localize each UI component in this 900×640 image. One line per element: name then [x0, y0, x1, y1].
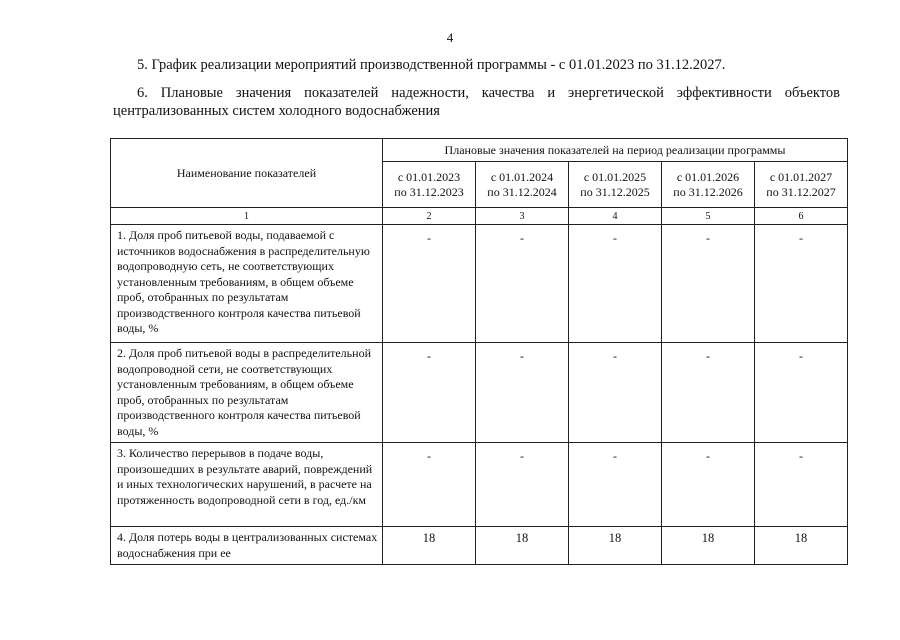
column-number: 1	[111, 208, 383, 225]
period-from: с 01.01.2025	[583, 169, 647, 184]
header-period-2024	[476, 162, 569, 208]
indicator-value: -	[662, 343, 755, 443]
column-number: 4	[569, 208, 662, 225]
period-from: с 01.01.2027	[769, 169, 833, 184]
header-indicator-name: Наименование показателей	[111, 139, 383, 208]
page-number: 4	[446, 30, 454, 45]
indicator-value: -	[383, 443, 476, 527]
period-from: с 01.01.2026	[676, 169, 740, 184]
header-period-2026	[662, 162, 755, 208]
column-number: 5	[662, 208, 755, 225]
indicator-name: 1. Доля проб питьевой воды, подаваемой с источников водоснабжения в распределительную водопроводную сеть, не соответствующих установленным требованиям, в общем объеме проб, отобранных по результатам производственного контроля качества питьевой воды, %	[111, 225, 383, 343]
table-row	[111, 527, 848, 565]
period-to: по 31.12.2027	[766, 184, 836, 199]
indicator-value: -	[569, 343, 662, 443]
indicator-value: 18	[662, 527, 755, 565]
column-number: 2	[383, 208, 476, 225]
column-number: 3	[476, 208, 569, 225]
indicator-value: 18	[755, 527, 848, 565]
indicator-value: -	[755, 443, 848, 527]
indicator-name: 4. Доля потерь воды в централизованных системах водоснабжения при ее	[111, 527, 383, 565]
indicator-value: -	[383, 343, 476, 443]
table-row	[111, 343, 848, 443]
indicator-value: -	[476, 343, 569, 443]
indicator-value: -	[476, 225, 569, 343]
indicator-value: -	[383, 225, 476, 343]
indicator-value: -	[476, 443, 569, 527]
indicator-value: 18	[569, 527, 662, 565]
indicator-value: 18	[383, 527, 476, 565]
period-to: по 31.12.2025	[580, 184, 650, 199]
period-to: по 31.12.2024	[487, 184, 557, 199]
section-5-schedule: 5. График реализации мероприятий производственной программы - с 01.01.2023 по 31.12.2027.	[137, 57, 726, 73]
period-from: с 01.01.2024	[490, 169, 554, 184]
column-number-row	[111, 208, 848, 225]
section-6-heading: 6. Плановые значения показателей надежности, качества и энергетической эффективности объектов централизованных систем холодного водоснабжения	[113, 85, 840, 119]
header-period-2027	[755, 162, 848, 208]
header-period-2023	[383, 162, 476, 208]
indicator-value: -	[662, 225, 755, 343]
indicator-value: -	[569, 225, 662, 343]
indicator-value: -	[755, 343, 848, 443]
indicator-name: 2. Доля проб питьевой воды в распределительной водопроводной сети, не соответствующих установленным требованиям, в общем объеме проб, отобранных по результатам производственного контроля качества питьевой воды, %	[111, 343, 383, 443]
header-planned-values: Плановые значения показателей на период реализации программы	[383, 139, 848, 162]
indicators-table	[110, 138, 848, 565]
indicator-value: 18	[476, 527, 569, 565]
table-row	[111, 443, 848, 527]
indicator-value: -	[569, 443, 662, 527]
indicator-value: -	[662, 443, 755, 527]
period-from: с 01.01.2023	[397, 169, 461, 184]
period-to: по 31.12.2026	[673, 184, 743, 199]
table-row	[111, 225, 848, 343]
indicator-name: 3. Количество перерывов в подаче воды, произошедших в результате аварий, повреждений и иных технологических нарушений, в расчете на протяженность водопроводной сети в год, ед./км	[111, 443, 383, 527]
indicator-value: -	[755, 225, 848, 343]
header-period-2025	[569, 162, 662, 208]
column-number: 6	[755, 208, 848, 225]
period-to: по 31.12.2023	[394, 184, 464, 199]
